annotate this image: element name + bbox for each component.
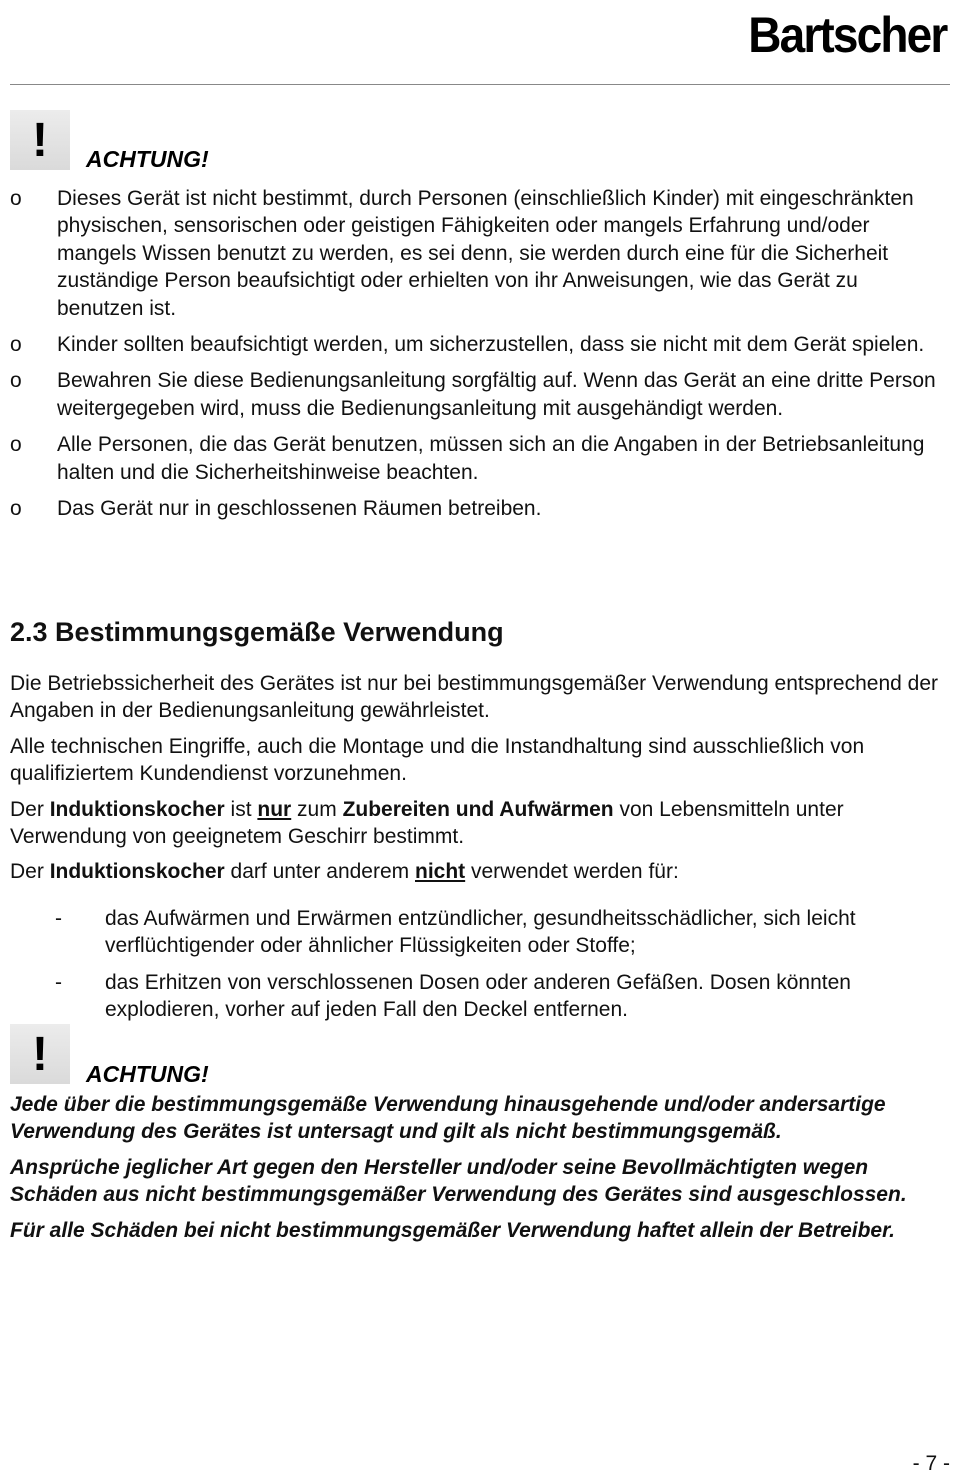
- list-item-text: Kinder sollten beaufsichtigt werden, um sicherzustellen, dass sie nicht mit dem Gerät spielen.: [57, 333, 925, 357]
- text-run: zum: [291, 797, 343, 821]
- list-item-text: Dieses Gerät ist nicht bestimmt, durch Personen (einschließlich Kinder) mit eingeschränkten physischen, sensorischen oder geistigen Fähigkeiten oder mangels Erfahrung und/oder mangels Wissen benutzt zu werden, es sei denn, sie werden durch eine für die Sicherheit zuständige Person beaufsichtigt oder erhielten von ihr Anweisungen, wie das Gerät zu benutzen ist.: [57, 187, 914, 320]
- bold-run: Induktionskocher: [49, 860, 225, 884]
- list-item: [10, 969, 950, 1024]
- warning-title: ACHTUNG!: [86, 146, 209, 172]
- bullet-marker: o: [10, 187, 22, 210]
- bold-run: Zubereiten und Aufwärmen: [342, 797, 614, 821]
- list-item: [10, 185, 950, 322]
- bullet-marker: o: [10, 497, 22, 521]
- list-item-text: das Erhitzen von verschlossenen Dosen oder anderen Gefäßen. Dosen könnten explodieren, vorher auf jeden Fall den Deckel entfernen.: [105, 970, 851, 1022]
- list-item-text: Bewahren Sie diese Bedienungsanleitung sorgfältig auf. Wenn das Gerät an eine dritte Person weitergegeben wird, muss die Bedienungsanleitung mit ausgehändigt werden.: [57, 369, 936, 420]
- bold-run: Induktionskocher: [49, 797, 225, 821]
- paragraph: [10, 796, 950, 851]
- text-run: ist: [224, 797, 258, 821]
- logo-text: Bartscher: [747, 7, 946, 63]
- bullet-marker: o: [10, 333, 22, 357]
- list-item: [10, 495, 950, 522]
- section-heading: 2.3 Bestimmungsgemäße Verwendung: [10, 617, 504, 647]
- list-item-text: Das Gerät nur in geschlossenen Räumen betreiben.: [57, 497, 542, 521]
- text-run: darf unter anderem: [224, 860, 415, 884]
- list-item: [10, 905, 950, 960]
- paragraph: [10, 858, 950, 885]
- bullet-marker: o: [10, 369, 22, 393]
- section-body: [10, 670, 950, 894]
- bartscher-logo: [748, 6, 946, 64]
- underline-run: nicht: [415, 860, 466, 884]
- list-item: [10, 431, 950, 486]
- paragraph: Die Betriebssicherheit des Gerätes ist nur bei bestimmungsgemäßer Verwendung entsprechend der Angaben in der Bedienungsanleitung gewährleistet.: [10, 672, 938, 723]
- warning-text: [10, 1091, 940, 1252]
- list-item-text: Alle Personen, die das Gerät benutzen, müssen sich an die Angaben in der Betriebsanleitung halten und die Sicherheitshinweise beachten.: [57, 433, 925, 484]
- warning-paragraph: Jede über die bestimmungsgemäße Verwendung hinausgehende und/oder andersartige Verwendung des Gerätes ist untersagt und gilt als nicht bestimmungsgemäß.: [10, 1093, 886, 1144]
- text-run: Der: [10, 860, 50, 884]
- paragraph: Alle technischen Eingriffe, auch die Montage und die Instandhaltung sind ausschließlich von qualifiziertem Kundendienst vorzunehmen.: [10, 734, 865, 786]
- list-item-text: das Aufwärmen und Erwärmen entzündlicher, gesundheitsschädlicher, sich leicht verflüchtigender oder ähnlicher Flüssigkeiten oder Stoffe;: [105, 907, 856, 958]
- dash-marker: -: [55, 970, 62, 994]
- underline-run: nur: [257, 797, 292, 821]
- page-number: - 7 -: [912, 1452, 950, 1475]
- dash-list: [10, 905, 950, 1033]
- dash-marker: -: [55, 907, 62, 930]
- exclamation-icon: !: [10, 110, 70, 170]
- text-run: Der: [10, 797, 50, 821]
- text-run: von Lebensmitteln unter Verwendung von geeignetem Geschirr bestimmt.: [10, 797, 844, 849]
- list-item: [10, 367, 950, 422]
- warning-paragraph: Ansprüche jeglicher Art gegen den Hersteller und/oder seine Bevollmächtigten wegen Schäden aus nicht bestimmungsgemäßer Verwendung des Gerätes sind ausgeschlossen.: [10, 1155, 907, 1207]
- header-divider: [10, 84, 950, 85]
- exclamation-icon: !: [10, 1024, 70, 1084]
- bullet-marker: o: [10, 433, 22, 457]
- text-run: verwendet werden für:: [465, 860, 679, 884]
- page-header: [0, 0, 960, 86]
- warning-paragraph: Für alle Schäden bei nicht bestimmungsgemäßer Verwendung haftet allein der Betreiber.: [10, 1218, 895, 1242]
- warning-bullet-list: [10, 185, 950, 531]
- list-item: [10, 331, 950, 358]
- warning-title: ACHTUNG!: [86, 1061, 209, 1087]
